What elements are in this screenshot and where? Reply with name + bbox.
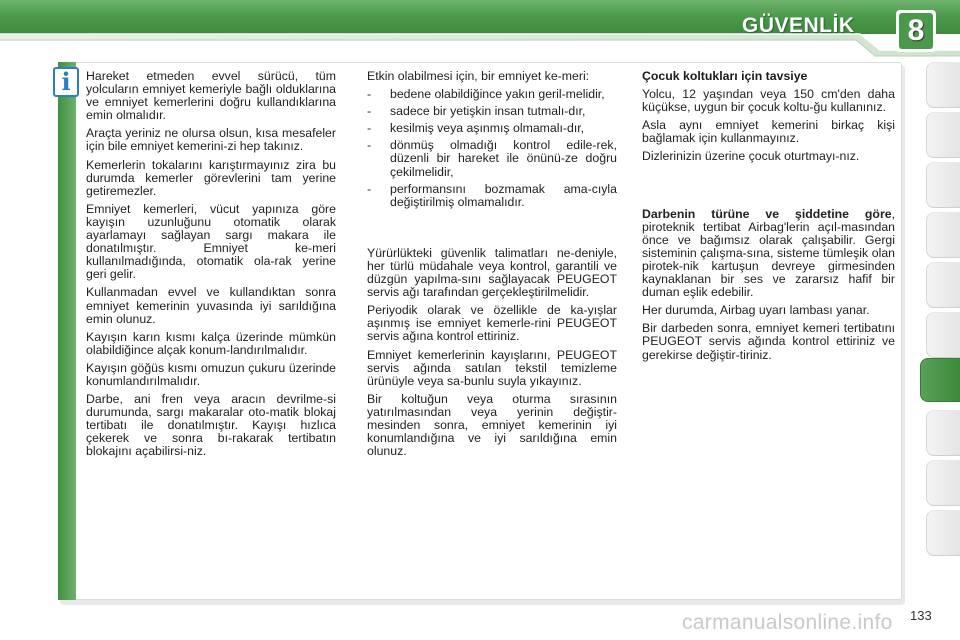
list-item-text: sadece bir yetişkin insan tutmalı-dır, bbox=[390, 104, 586, 119]
side-tab[interactable] bbox=[926, 510, 960, 556]
list-item bbox=[367, 183, 617, 209]
side-tab[interactable] bbox=[926, 212, 960, 258]
lead-bold-text: Darbenin türüne ve şiddetine göre bbox=[642, 206, 892, 221]
list-marker: - bbox=[367, 121, 372, 136]
side-tab[interactable] bbox=[926, 312, 960, 358]
paragraph: Yolcu, 12 yaşından veya 150 cm'den daha küçükse, uygun bir çocuk koltu-ğu kullanınız. bbox=[642, 87, 895, 115]
paragraph: Araçta yeriniz ne olursa olsun, kısa mesafeler için bile emniyet kemerini-zi hep takınız. bbox=[86, 126, 336, 154]
paragraph: Her durumda, Airbag uyarı lambası yanar. bbox=[642, 303, 870, 318]
paragraph: Kayışın karın kısmı kalça üzerinde mümkün olabildiğince alçak konum-landırılmalıdır. bbox=[86, 329, 336, 357]
list-item-text: performansını bozmamak ama-cıyla değiştirilmiş olmamalıdır. bbox=[390, 181, 617, 209]
side-tab[interactable] bbox=[926, 112, 960, 158]
list-intro: Etkin olabilmesi için, bir emniyet ke-meri: bbox=[367, 69, 590, 83]
paragraph: Emniyet kemerleri, vücut yapınıza göre kayışın uzunluğunu otomatik olarak ayarlamayı sağlayan sargı makara ile donatılmıştır. Emniyet ke-meri kullanılmadığında, otomatik ola-rak yerine geri gelir. bbox=[86, 201, 336, 282]
spacer bbox=[367, 213, 617, 247]
paragraph: Yürürlükteki güvenlik talimatları ne-deniyle, her türlü müdahale veya kontrol, garantili ve düzgün yapılma-sını sağlayacak PEUGEOT servis ağı tarafından gerçekleştirilmelidir. bbox=[367, 245, 617, 300]
side-tab[interactable] bbox=[926, 162, 960, 208]
column-child-seat-advice bbox=[642, 70, 895, 367]
lead-rest-text: , piroteknik tertibat Airbag'lerin açıl-masından önce ve bağımsız olarak çalışabilir. Gergi sisteminin çalışma-sına, sisteme tümleşik olan pirotek-nik kartuşun devreye girmesinden kaynaklanan bir ses ve zararsız hafif bir duman eşlik edebilir. bbox=[642, 206, 895, 300]
list-item-text: bedene olabildiğince yakın geril-melidir, bbox=[390, 87, 605, 102]
list-item bbox=[367, 122, 617, 135]
side-tab[interactable] bbox=[926, 62, 960, 108]
side-tab[interactable] bbox=[926, 262, 960, 308]
info-letter: i bbox=[61, 67, 71, 96]
list-marker: - bbox=[367, 87, 372, 102]
page-number: 133 bbox=[910, 608, 932, 623]
list-marker: - bbox=[367, 138, 372, 153]
requirements-list bbox=[367, 88, 617, 209]
paragraph: Emniyet kemerlerinin kayışlarını, PEUGEOT servis ağında satılan tekstil temizleme ürünüyle veya sa-bunlu suyla yıkayınız. bbox=[367, 347, 617, 388]
paragraph: Periyodik olarak ve özellikle de ka-yışlar aşınmış ise emniyet kemerle-rini PEUGEOT servis ağına kontrol ettiriniz. bbox=[367, 303, 617, 344]
side-tab[interactable] bbox=[926, 410, 960, 456]
chapter-title: GÜVENLİK bbox=[742, 14, 855, 37]
paragraph: Dizlerinizin üzerine çocuk oturtmayı-nız. bbox=[642, 149, 860, 164]
list-item-text: dönmüş olmadığı kontrol edile-rek, düzenli bir hareket ile önünü-ze doğru çekilmelidir, bbox=[390, 138, 617, 179]
watermark: carmanualsonline.info bbox=[682, 611, 893, 634]
paragraph: Bir darbeden sonra, emniyet kemeri tertibatını PEUGEOT servis ağında kontrol ettiriniz ve gerekirse değiştir-tiriniz. bbox=[642, 321, 895, 362]
paragraph: Kullanmadan evvel ve kullandıktan sonra emniyet kemerinin yuvasında iyi sarıldığına emin olunuz. bbox=[86, 285, 336, 326]
paragraph: Asla aynı emniyet kemerini birkaç kişi bağlamak için kullanmayınız. bbox=[642, 118, 895, 146]
paragraph: Hareket etmeden evvel sürücü, tüm yolcuların emniyet kemeriyle bağlı olduklarına ve emniyet kemerlerini doğru kullandıklarına emin olmalıdır. bbox=[86, 69, 336, 123]
side-tab[interactable] bbox=[926, 460, 960, 506]
section-heading: Çocuk koltukları için tavsiye bbox=[642, 69, 808, 83]
column-seatbelt-requirements bbox=[367, 70, 617, 463]
paragraph: Darbe, ani fren veya aracın devrilme-si durumunda, sargı makaralar oto-matik blokaj tertibatı ile donatılmıştır. Kayışı hızlıca çekerek ve sonra bı-rakarak tertibatın blokajını açabilirsi-niz. bbox=[86, 392, 336, 459]
list-marker: - bbox=[367, 181, 372, 196]
info-icon bbox=[53, 67, 79, 97]
list-item bbox=[367, 139, 617, 178]
paragraph: Kemerlerin tokalarını karıştırmayınız zira bu durumda kemerler görevlerini tam yerine getiremezler. bbox=[86, 157, 336, 198]
chapter-number: 8 bbox=[907, 14, 925, 47]
list-item-text: kesilmiş veya aşınmış olmamalı-dır, bbox=[390, 121, 585, 136]
column-seatbelt-usage bbox=[86, 70, 336, 464]
list-marker: - bbox=[367, 104, 372, 119]
paragraph-pretensioner bbox=[642, 208, 895, 300]
list-item bbox=[367, 105, 617, 118]
list-item bbox=[367, 88, 617, 101]
panel-accent-stripe bbox=[58, 62, 76, 600]
chapter-badge bbox=[895, 9, 937, 53]
side-tab-active-chapter[interactable] bbox=[920, 358, 960, 402]
paragraph: Bir koltuğun veya oturma sırasının yatırılmasından veya yerinin değiştir-mesinden sonra, emniyet kemerinin iyi konumlandığına ve iyi sarıldığına emin olunuz. bbox=[367, 391, 617, 459]
spacer bbox=[642, 169, 895, 208]
paragraph: Kayışın göğüs kısmı omuzun çukuru üzerinde konumlandırılmalıdır. bbox=[86, 360, 336, 388]
side-tab-column bbox=[920, 62, 960, 582]
